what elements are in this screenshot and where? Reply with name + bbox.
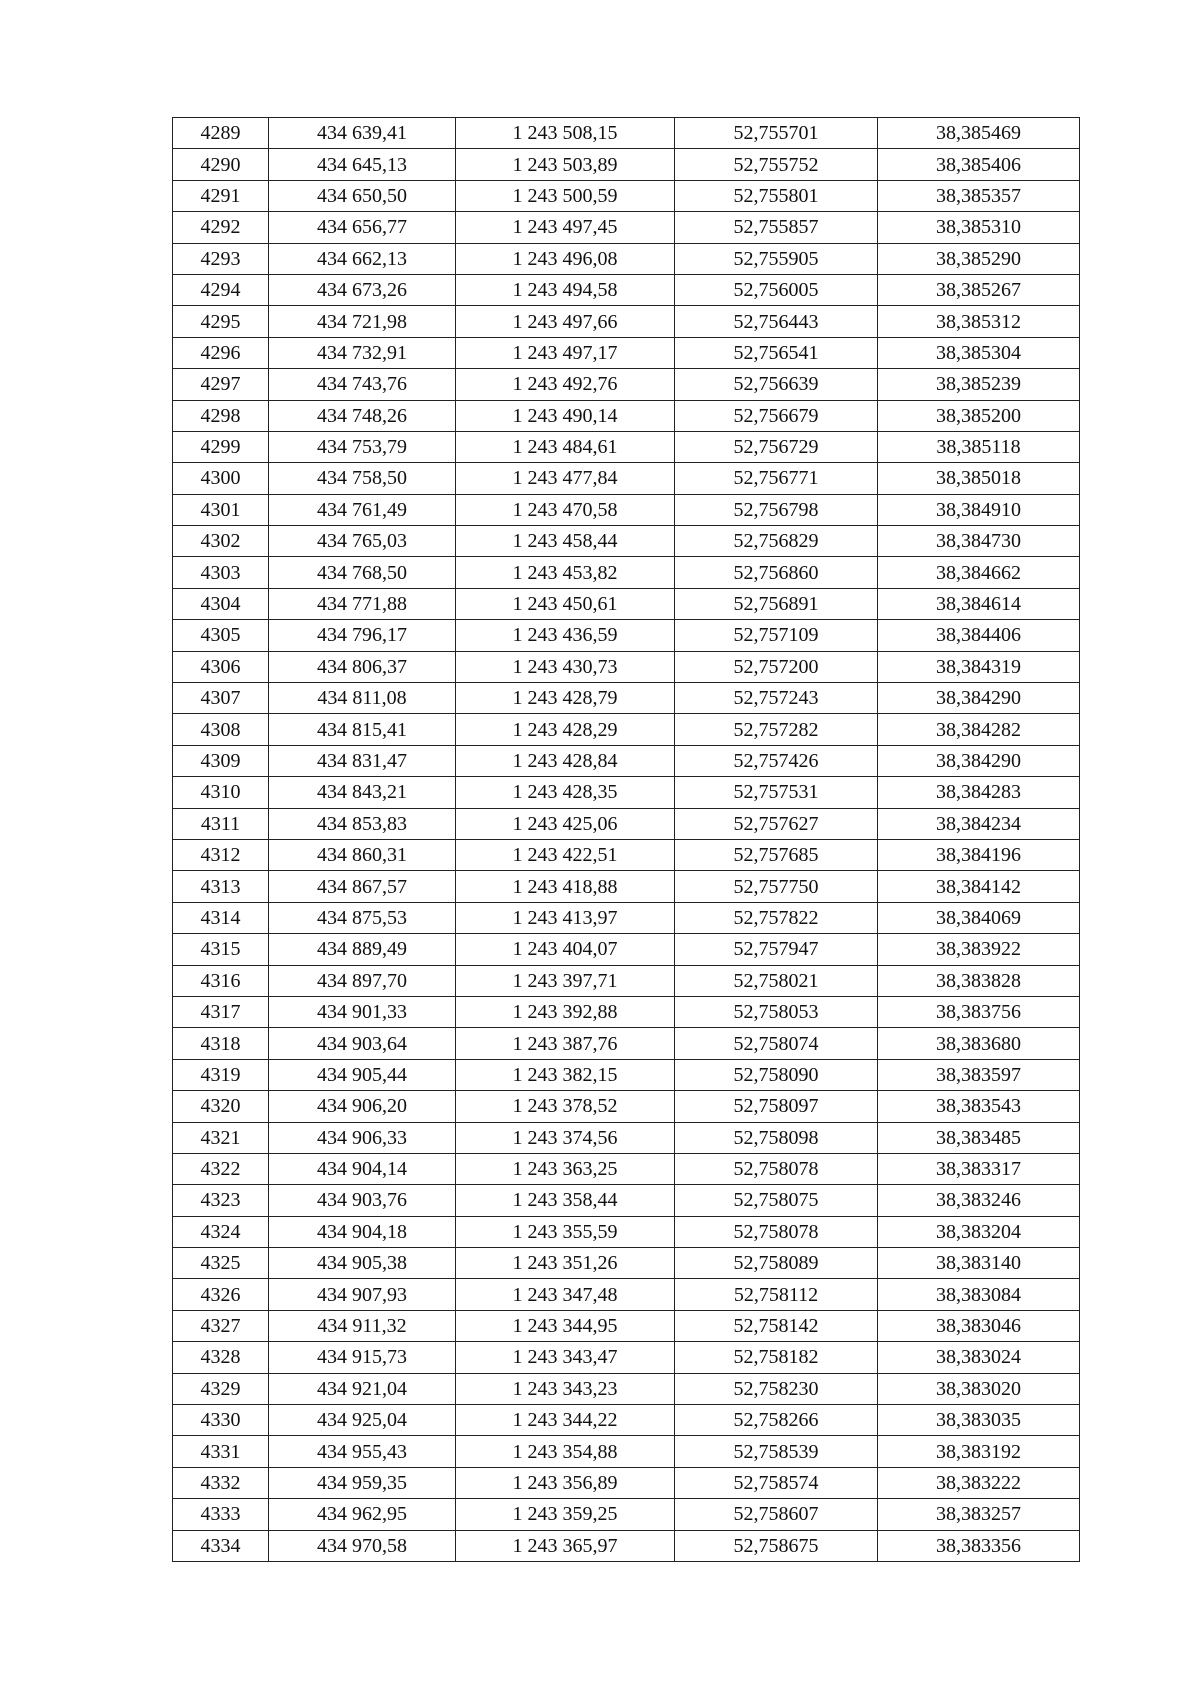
x-coordinate-cell: 434 761,49 [269, 494, 456, 525]
latitude-cell: 52,758098 [675, 1122, 878, 1153]
longitude-cell: 38,383204 [878, 1216, 1080, 1247]
point-number-cell: 4293 [173, 243, 269, 274]
table-row [173, 934, 1080, 965]
table-row [173, 274, 1080, 305]
longitude-cell: 38,383046 [878, 1310, 1080, 1341]
y-coordinate-cell: 1 243 484,61 [456, 431, 675, 462]
point-number-cell: 4311 [173, 808, 269, 839]
point-number-cell: 4316 [173, 965, 269, 996]
longitude-cell: 38,384142 [878, 871, 1080, 902]
latitude-cell: 52,756639 [675, 369, 878, 400]
table-row [173, 337, 1080, 368]
x-coordinate-cell: 434 860,31 [269, 839, 456, 870]
latitude-cell: 52,758078 [675, 1216, 878, 1247]
point-number-cell: 4328 [173, 1342, 269, 1373]
table-row [173, 620, 1080, 651]
coordinates-table-body [173, 118, 1080, 1562]
y-coordinate-cell: 1 243 470,58 [456, 494, 675, 525]
y-coordinate-cell: 1 243 359,25 [456, 1499, 675, 1530]
longitude-cell: 38,385200 [878, 400, 1080, 431]
latitude-cell: 52,758089 [675, 1248, 878, 1279]
y-coordinate-cell: 1 243 492,76 [456, 369, 675, 400]
x-coordinate-cell: 434 955,43 [269, 1436, 456, 1467]
latitude-cell: 52,757426 [675, 745, 878, 776]
y-coordinate-cell: 1 243 343,47 [456, 1342, 675, 1373]
x-coordinate-cell: 434 743,76 [269, 369, 456, 400]
point-number-cell: 4313 [173, 871, 269, 902]
y-coordinate-cell: 1 243 453,82 [456, 557, 675, 588]
table-row [173, 745, 1080, 776]
table-row [173, 212, 1080, 243]
table-row [173, 1028, 1080, 1059]
table-row [173, 180, 1080, 211]
longitude-cell: 38,383317 [878, 1153, 1080, 1184]
longitude-cell: 38,383035 [878, 1405, 1080, 1436]
y-coordinate-cell: 1 243 356,89 [456, 1467, 675, 1498]
point-number-cell: 4289 [173, 118, 269, 149]
point-number-cell: 4305 [173, 620, 269, 651]
longitude-cell: 38,385406 [878, 149, 1080, 180]
x-coordinate-cell: 434 907,93 [269, 1279, 456, 1310]
table-row [173, 1373, 1080, 1404]
point-number-cell: 4309 [173, 745, 269, 776]
y-coordinate-cell: 1 243 351,26 [456, 1248, 675, 1279]
latitude-cell: 52,758230 [675, 1373, 878, 1404]
longitude-cell: 38,384234 [878, 808, 1080, 839]
latitude-cell: 52,756771 [675, 463, 878, 494]
latitude-cell: 52,758053 [675, 996, 878, 1027]
x-coordinate-cell: 434 897,70 [269, 965, 456, 996]
latitude-cell: 52,758539 [675, 1436, 878, 1467]
longitude-cell: 38,383246 [878, 1185, 1080, 1216]
x-coordinate-cell: 434 903,64 [269, 1028, 456, 1059]
point-number-cell: 4308 [173, 714, 269, 745]
latitude-cell: 52,756891 [675, 588, 878, 619]
table-row [173, 1122, 1080, 1153]
longitude-cell: 38,384910 [878, 494, 1080, 525]
latitude-cell: 52,757685 [675, 839, 878, 870]
point-number-cell: 4319 [173, 1059, 269, 1090]
y-coordinate-cell: 1 243 503,89 [456, 149, 675, 180]
longitude-cell: 38,383192 [878, 1436, 1080, 1467]
longitude-cell: 38,385304 [878, 337, 1080, 368]
x-coordinate-cell: 434 906,33 [269, 1122, 456, 1153]
x-coordinate-cell: 434 867,57 [269, 871, 456, 902]
y-coordinate-cell: 1 243 436,59 [456, 620, 675, 651]
point-number-cell: 4297 [173, 369, 269, 400]
point-number-cell: 4315 [173, 934, 269, 965]
x-coordinate-cell: 434 656,77 [269, 212, 456, 243]
latitude-cell: 52,755905 [675, 243, 878, 274]
latitude-cell: 52,757282 [675, 714, 878, 745]
point-number-cell: 4300 [173, 463, 269, 494]
x-coordinate-cell: 434 831,47 [269, 745, 456, 776]
x-coordinate-cell: 434 911,32 [269, 1310, 456, 1341]
table-row [173, 808, 1080, 839]
longitude-cell: 38,385469 [878, 118, 1080, 149]
table-row [173, 243, 1080, 274]
latitude-cell: 52,756798 [675, 494, 878, 525]
x-coordinate-cell: 434 962,95 [269, 1499, 456, 1530]
x-coordinate-cell: 434 853,83 [269, 808, 456, 839]
x-coordinate-cell: 434 815,41 [269, 714, 456, 745]
latitude-cell: 52,755752 [675, 149, 878, 180]
table-row [173, 1059, 1080, 1090]
longitude-cell: 38,384282 [878, 714, 1080, 745]
table-row [173, 1405, 1080, 1436]
x-coordinate-cell: 434 905,38 [269, 1248, 456, 1279]
point-number-cell: 4312 [173, 839, 269, 870]
longitude-cell: 38,384283 [878, 777, 1080, 808]
x-coordinate-cell: 434 748,26 [269, 400, 456, 431]
longitude-cell: 38,385267 [878, 274, 1080, 305]
y-coordinate-cell: 1 243 422,51 [456, 839, 675, 870]
x-coordinate-cell: 434 906,20 [269, 1091, 456, 1122]
point-number-cell: 4302 [173, 526, 269, 557]
point-number-cell: 4314 [173, 902, 269, 933]
x-coordinate-cell: 434 925,04 [269, 1405, 456, 1436]
y-coordinate-cell: 1 243 425,06 [456, 808, 675, 839]
latitude-cell: 52,755701 [675, 118, 878, 149]
point-number-cell: 4333 [173, 1499, 269, 1530]
x-coordinate-cell: 434 970,58 [269, 1530, 456, 1561]
y-coordinate-cell: 1 243 387,76 [456, 1028, 675, 1059]
y-coordinate-cell: 1 243 430,73 [456, 651, 675, 682]
y-coordinate-cell: 1 243 508,15 [456, 118, 675, 149]
longitude-cell: 38,383756 [878, 996, 1080, 1027]
point-number-cell: 4320 [173, 1091, 269, 1122]
table-row [173, 1436, 1080, 1467]
longitude-cell: 38,385290 [878, 243, 1080, 274]
x-coordinate-cell: 434 771,88 [269, 588, 456, 619]
latitude-cell: 52,758607 [675, 1499, 878, 1530]
point-number-cell: 4304 [173, 588, 269, 619]
latitude-cell: 52,758112 [675, 1279, 878, 1310]
latitude-cell: 52,756860 [675, 557, 878, 588]
point-number-cell: 4323 [173, 1185, 269, 1216]
point-number-cell: 4322 [173, 1153, 269, 1184]
x-coordinate-cell: 434 768,50 [269, 557, 456, 588]
longitude-cell: 38,383140 [878, 1248, 1080, 1279]
table-row [173, 431, 1080, 462]
latitude-cell: 52,756679 [675, 400, 878, 431]
x-coordinate-cell: 434 806,37 [269, 651, 456, 682]
y-coordinate-cell: 1 243 354,88 [456, 1436, 675, 1467]
y-coordinate-cell: 1 243 374,56 [456, 1122, 675, 1153]
x-coordinate-cell: 434 758,50 [269, 463, 456, 494]
longitude-cell: 38,383356 [878, 1530, 1080, 1561]
table-row [173, 871, 1080, 902]
point-number-cell: 4301 [173, 494, 269, 525]
longitude-cell: 38,383485 [878, 1122, 1080, 1153]
y-coordinate-cell: 1 243 428,35 [456, 777, 675, 808]
latitude-cell: 52,757822 [675, 902, 878, 933]
point-number-cell: 4329 [173, 1373, 269, 1404]
latitude-cell: 52,758142 [675, 1310, 878, 1341]
latitude-cell: 52,756541 [675, 337, 878, 368]
longitude-cell: 38,383222 [878, 1467, 1080, 1498]
table-row [173, 400, 1080, 431]
point-number-cell: 4290 [173, 149, 269, 180]
x-coordinate-cell: 434 753,79 [269, 431, 456, 462]
y-coordinate-cell: 1 243 458,44 [456, 526, 675, 557]
x-coordinate-cell: 434 811,08 [269, 683, 456, 714]
table-row [173, 306, 1080, 337]
x-coordinate-cell: 434 889,49 [269, 934, 456, 965]
table-row [173, 149, 1080, 180]
table-row [173, 369, 1080, 400]
table-row [173, 839, 1080, 870]
x-coordinate-cell: 434 904,18 [269, 1216, 456, 1247]
table-row [173, 965, 1080, 996]
longitude-cell: 38,385357 [878, 180, 1080, 211]
x-coordinate-cell: 434 673,26 [269, 274, 456, 305]
point-number-cell: 4303 [173, 557, 269, 588]
point-number-cell: 4334 [173, 1530, 269, 1561]
y-coordinate-cell: 1 243 490,14 [456, 400, 675, 431]
point-number-cell: 4307 [173, 683, 269, 714]
latitude-cell: 52,756829 [675, 526, 878, 557]
longitude-cell: 38,384196 [878, 839, 1080, 870]
point-number-cell: 4318 [173, 1028, 269, 1059]
point-number-cell: 4331 [173, 1436, 269, 1467]
x-coordinate-cell: 434 875,53 [269, 902, 456, 933]
point-number-cell: 4306 [173, 651, 269, 682]
point-number-cell: 4324 [173, 1216, 269, 1247]
latitude-cell: 52,756005 [675, 274, 878, 305]
table-row [173, 714, 1080, 745]
point-number-cell: 4291 [173, 180, 269, 211]
longitude-cell: 38,384662 [878, 557, 1080, 588]
longitude-cell: 38,384290 [878, 745, 1080, 776]
table-row [173, 1499, 1080, 1530]
table-row [173, 557, 1080, 588]
y-coordinate-cell: 1 243 344,95 [456, 1310, 675, 1341]
latitude-cell: 52,757947 [675, 934, 878, 965]
x-coordinate-cell: 434 903,76 [269, 1185, 456, 1216]
table-row [173, 463, 1080, 494]
table-row [173, 1216, 1080, 1247]
table-row [173, 494, 1080, 525]
y-coordinate-cell: 1 243 382,15 [456, 1059, 675, 1090]
longitude-cell: 38,384319 [878, 651, 1080, 682]
longitude-cell: 38,385018 [878, 463, 1080, 494]
longitude-cell: 38,383024 [878, 1342, 1080, 1373]
table-row [173, 683, 1080, 714]
point-number-cell: 4296 [173, 337, 269, 368]
y-coordinate-cell: 1 243 500,59 [456, 180, 675, 211]
x-coordinate-cell: 434 901,33 [269, 996, 456, 1027]
latitude-cell: 52,758090 [675, 1059, 878, 1090]
table-row [173, 526, 1080, 557]
table-row [173, 118, 1080, 149]
latitude-cell: 52,758075 [675, 1185, 878, 1216]
longitude-cell: 38,384614 [878, 588, 1080, 619]
point-number-cell: 4327 [173, 1310, 269, 1341]
y-coordinate-cell: 1 243 343,23 [456, 1373, 675, 1404]
point-number-cell: 4294 [173, 274, 269, 305]
latitude-cell: 52,758182 [675, 1342, 878, 1373]
x-coordinate-cell: 434 721,98 [269, 306, 456, 337]
latitude-cell: 52,757750 [675, 871, 878, 902]
point-number-cell: 4298 [173, 400, 269, 431]
latitude-cell: 52,758021 [675, 965, 878, 996]
longitude-cell: 38,385239 [878, 369, 1080, 400]
table-row [173, 902, 1080, 933]
y-coordinate-cell: 1 243 497,17 [456, 337, 675, 368]
table-row [173, 1248, 1080, 1279]
latitude-cell: 52,757109 [675, 620, 878, 651]
latitude-cell: 52,758675 [675, 1530, 878, 1561]
table-row [173, 1185, 1080, 1216]
latitude-cell: 52,757243 [675, 683, 878, 714]
table-row [173, 1342, 1080, 1373]
y-coordinate-cell: 1 243 477,84 [456, 463, 675, 494]
point-number-cell: 4330 [173, 1405, 269, 1436]
y-coordinate-cell: 1 243 397,71 [456, 965, 675, 996]
table-row [173, 1530, 1080, 1561]
y-coordinate-cell: 1 243 347,48 [456, 1279, 675, 1310]
latitude-cell: 52,757627 [675, 808, 878, 839]
point-number-cell: 4299 [173, 431, 269, 462]
y-coordinate-cell: 1 243 363,25 [456, 1153, 675, 1184]
y-coordinate-cell: 1 243 378,52 [456, 1091, 675, 1122]
y-coordinate-cell: 1 243 496,08 [456, 243, 675, 274]
longitude-cell: 38,384069 [878, 902, 1080, 933]
latitude-cell: 52,755801 [675, 180, 878, 211]
y-coordinate-cell: 1 243 418,88 [456, 871, 675, 902]
y-coordinate-cell: 1 243 413,97 [456, 902, 675, 933]
y-coordinate-cell: 1 243 358,44 [456, 1185, 675, 1216]
x-coordinate-cell: 434 921,04 [269, 1373, 456, 1404]
latitude-cell: 52,758266 [675, 1405, 878, 1436]
x-coordinate-cell: 434 662,13 [269, 243, 456, 274]
longitude-cell: 38,384730 [878, 526, 1080, 557]
x-coordinate-cell: 434 843,21 [269, 777, 456, 808]
latitude-cell: 52,758074 [675, 1028, 878, 1059]
y-coordinate-cell: 1 243 365,97 [456, 1530, 675, 1561]
longitude-cell: 38,383020 [878, 1373, 1080, 1404]
x-coordinate-cell: 434 765,03 [269, 526, 456, 557]
point-number-cell: 4295 [173, 306, 269, 337]
y-coordinate-cell: 1 243 404,07 [456, 934, 675, 965]
longitude-cell: 38,385312 [878, 306, 1080, 337]
longitude-cell: 38,383543 [878, 1091, 1080, 1122]
table-row [173, 651, 1080, 682]
longitude-cell: 38,384290 [878, 683, 1080, 714]
x-coordinate-cell: 434 732,91 [269, 337, 456, 368]
longitude-cell: 38,383828 [878, 965, 1080, 996]
point-number-cell: 4326 [173, 1279, 269, 1310]
longitude-cell: 38,385310 [878, 212, 1080, 243]
latitude-cell: 52,756443 [675, 306, 878, 337]
longitude-cell: 38,385118 [878, 431, 1080, 462]
y-coordinate-cell: 1 243 344,22 [456, 1405, 675, 1436]
y-coordinate-cell: 1 243 450,61 [456, 588, 675, 619]
point-number-cell: 4292 [173, 212, 269, 243]
y-coordinate-cell: 1 243 497,66 [456, 306, 675, 337]
y-coordinate-cell: 1 243 428,79 [456, 683, 675, 714]
longitude-cell: 38,383257 [878, 1499, 1080, 1530]
y-coordinate-cell: 1 243 355,59 [456, 1216, 675, 1247]
y-coordinate-cell: 1 243 428,84 [456, 745, 675, 776]
x-coordinate-cell: 434 639,41 [269, 118, 456, 149]
longitude-cell: 38,383680 [878, 1028, 1080, 1059]
x-coordinate-cell: 434 645,13 [269, 149, 456, 180]
latitude-cell: 52,757531 [675, 777, 878, 808]
x-coordinate-cell: 434 915,73 [269, 1342, 456, 1373]
longitude-cell: 38,383084 [878, 1279, 1080, 1310]
table-row [173, 1153, 1080, 1184]
longitude-cell: 38,384406 [878, 620, 1080, 651]
longitude-cell: 38,383597 [878, 1059, 1080, 1090]
table-row [173, 1467, 1080, 1498]
latitude-cell: 52,758574 [675, 1467, 878, 1498]
longitude-cell: 38,383922 [878, 934, 1080, 965]
x-coordinate-cell: 434 904,14 [269, 1153, 456, 1184]
latitude-cell: 52,757200 [675, 651, 878, 682]
point-number-cell: 4310 [173, 777, 269, 808]
x-coordinate-cell: 434 905,44 [269, 1059, 456, 1090]
coordinates-table [172, 117, 1080, 1562]
table-row [173, 1279, 1080, 1310]
y-coordinate-cell: 1 243 494,58 [456, 274, 675, 305]
latitude-cell: 52,758097 [675, 1091, 878, 1122]
y-coordinate-cell: 1 243 428,29 [456, 714, 675, 745]
table-row [173, 1310, 1080, 1341]
x-coordinate-cell: 434 959,35 [269, 1467, 456, 1498]
point-number-cell: 4317 [173, 996, 269, 1027]
table-row [173, 777, 1080, 808]
x-coordinate-cell: 434 796,17 [269, 620, 456, 651]
point-number-cell: 4321 [173, 1122, 269, 1153]
table-row [173, 996, 1080, 1027]
latitude-cell: 52,755857 [675, 212, 878, 243]
y-coordinate-cell: 1 243 392,88 [456, 996, 675, 1027]
x-coordinate-cell: 434 650,50 [269, 180, 456, 211]
point-number-cell: 4325 [173, 1248, 269, 1279]
point-number-cell: 4332 [173, 1467, 269, 1498]
y-coordinate-cell: 1 243 497,45 [456, 212, 675, 243]
table-row [173, 588, 1080, 619]
table-row [173, 1091, 1080, 1122]
latitude-cell: 52,758078 [675, 1153, 878, 1184]
latitude-cell: 52,756729 [675, 431, 878, 462]
